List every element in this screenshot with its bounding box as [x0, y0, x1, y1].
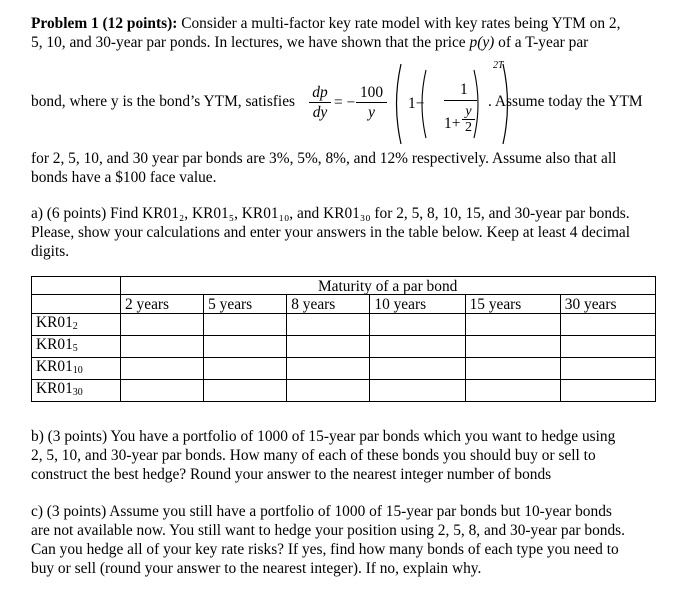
answer-cell[interactable] [560, 380, 655, 402]
part-a-line-2: Please, show your calculations and enter your answers in the table below. Keep at least 4 decimal [31, 224, 631, 241]
part-b-line-1: b) (3 points) You have a portfolio of 1000 of 15-year par bonds which you want to hedge using [31, 428, 616, 445]
assumption-line-2: bonds have a $100 face value. [31, 169, 217, 186]
answer-cell[interactable] [204, 336, 287, 358]
exponent: 2T [493, 60, 504, 71]
part-b [31, 427, 681, 484]
column-header: 8 years [287, 295, 370, 314]
answer-cell[interactable] [370, 314, 465, 336]
assumption-line-1: for 2, 5, 10, and 30 year par bonds are 3%, 5%, 8%, and 12% respectively. Assume also that all [31, 150, 617, 167]
compound-fraction-bar [444, 100, 477, 101]
answer-cell[interactable] [121, 314, 204, 336]
unit-numerator: 1 [460, 81, 468, 98]
row-label: $KR01_2$ [32, 314, 121, 336]
outer-paren-left [397, 64, 402, 144]
corner-cell [32, 277, 121, 295]
answer-cell[interactable] [287, 314, 370, 336]
answer-cell[interactable] [204, 380, 287, 402]
part-c-line-3: Can you hedge all of your key rate risks? If yes, find how many bonds of each type you need to [31, 541, 619, 558]
answer-cell[interactable] [370, 380, 465, 402]
column-header: 30 years [560, 295, 655, 314]
column-header: 15 years [465, 295, 560, 314]
problem-intro [31, 14, 681, 52]
answer-cell[interactable] [560, 314, 655, 336]
one-minus: 1− [408, 95, 425, 112]
answer-cell[interactable] [121, 380, 204, 402]
answer-cell[interactable] [121, 358, 204, 380]
answer-cell[interactable] [370, 336, 465, 358]
answer-cell[interactable] [121, 336, 204, 358]
part-b-line-2: 2, 5, 10, and 30-year par bonds. How many of each of these bonds you should buy or sell to [31, 447, 596, 464]
intro-line-2: 5, 10, and 30-year par ponds. In lectures, we have shown that the price p(y) of a T-year par [31, 34, 589, 51]
answer-cell[interactable] [287, 336, 370, 358]
answer-cell[interactable] [465, 314, 560, 336]
row-label: $KR01_{10}$ [32, 358, 121, 380]
table-row [32, 380, 656, 402]
part-a [31, 204, 681, 261]
part-a-line-1: a) (6 points) Find KR01₂, KR01₅, KR01₁₀, and KR01₃₀ for 2, 5, 8, 10, 15, and 30-year par bonds. [31, 205, 630, 222]
derivative-fraction: $\frac{dp}{dy}$ [309, 83, 331, 122]
answer-cell[interactable] [465, 336, 560, 358]
problem-assumptions [31, 149, 681, 187]
answer-cell[interactable] [560, 358, 655, 380]
one-plus: 1+ [444, 115, 461, 132]
table-title: Maturity of a par bond [318, 278, 458, 295]
coefficient-fraction: $\frac{100}{y}$ [356, 83, 387, 122]
answer-cell[interactable] [465, 380, 560, 402]
part-c-line-2: are not available now. You still want to hedge your position using 2, 5, 8, and 30-year par bonds. [31, 522, 626, 539]
answer-cell[interactable] [287, 380, 370, 402]
formula-tail-text: . Assume today the YTM [488, 93, 643, 110]
column-header: 2 years [121, 295, 204, 314]
answer-cell[interactable] [204, 314, 287, 336]
intro-line-1: Problem 1 (12 points): Consider a multi-factor key rate model with key rates being YTM on 2, [31, 15, 621, 32]
row-label: $KR01_5$ [32, 336, 121, 358]
part-c [31, 502, 681, 578]
table-row [32, 314, 656, 336]
header-corner-cell [32, 295, 121, 314]
table-row [32, 336, 656, 358]
answer-cell[interactable] [370, 358, 465, 380]
answer-cell[interactable] [560, 336, 655, 358]
half-yield-fraction: $\frac{y}{2}$ [462, 104, 475, 135]
answer-cell[interactable] [465, 358, 560, 380]
part-a-line-3: digits. [31, 243, 70, 260]
row-label: $KR01_{30}$ [32, 380, 121, 402]
problem-title: Problem 1 (12 points): [31, 15, 178, 32]
column-header: 5 years [204, 295, 287, 314]
part-c-line-4: buy or sell (round your answer to the nearest integer). If no, explain why. [31, 560, 482, 577]
part-b-line-3: construct the best hedge? Round your answer to the nearest integer number of bonds [31, 466, 552, 483]
answer-cell[interactable] [204, 358, 287, 380]
formula-equals: = − [334, 94, 356, 111]
table-row [32, 358, 656, 380]
part-c-line-1: c) (3 points) Assume you still have a portfolio of 1000 of 15-year par bonds but 10-year bonds [31, 503, 612, 520]
price-function: p(y) [469, 34, 495, 51]
column-header: 10 years [370, 295, 465, 314]
answer-cell[interactable] [287, 358, 370, 380]
formula-row [31, 56, 671, 152]
table-header-row [32, 295, 656, 314]
formula-lead-text: bond, where y is the bond’s YTM, satisfies [31, 93, 296, 110]
